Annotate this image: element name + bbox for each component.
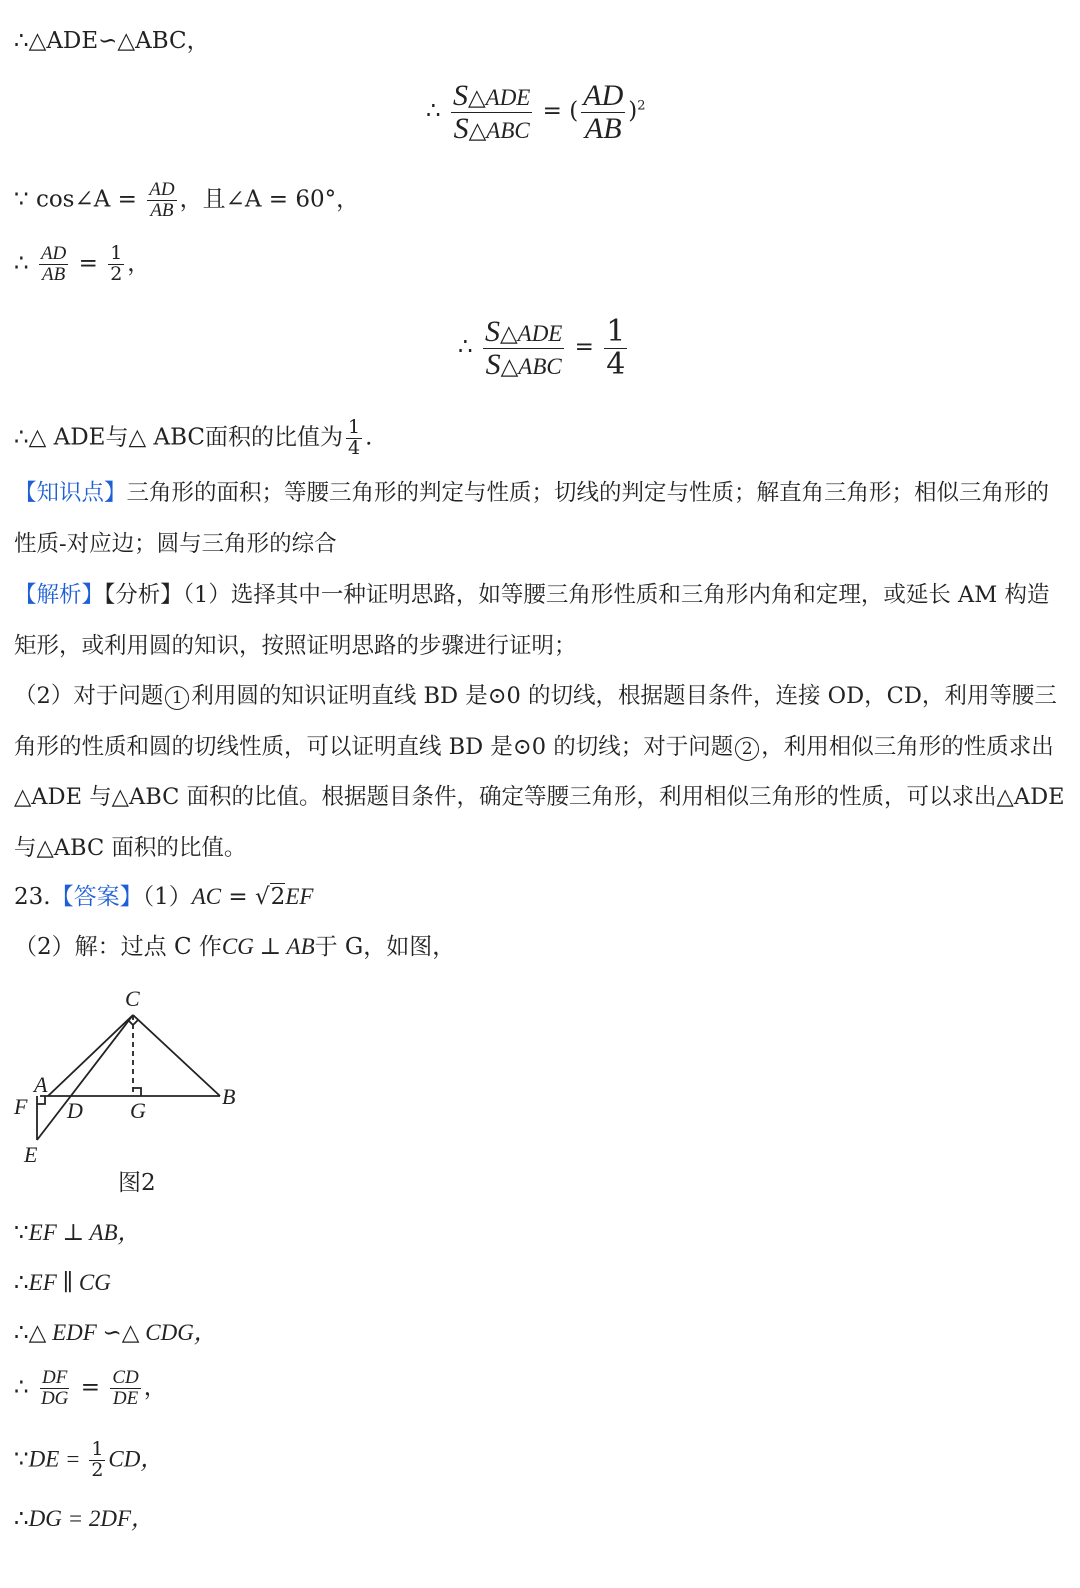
step-dg-2df: ∴DG = 2DF， bbox=[14, 1506, 155, 1532]
right-angle-c bbox=[128, 1020, 138, 1025]
step-de-half-cd: ∵DE = $\frac{1}{2}$ CD， bbox=[14, 1438, 164, 1481]
q23-answer: 23.【答案】（1）AC = √2EF bbox=[14, 884, 314, 910]
analysis-part1: 【解析】【分析】（1）选择其中一种证明思路，如等腰三角形性质和三角形内角和定理，或延长 AM 构造矩形，或利用圆的知识，按照证明思路的步骤进行证明； bbox=[14, 582, 1050, 659]
step-ef-perp: ∵EF ⊥ AB， bbox=[14, 1220, 141, 1246]
step-ratio-df-dg: ∴ $\frac{DF}{DG}$ = $\frac{CD}{DE}$ ， bbox=[14, 1367, 167, 1409]
analysis-part2: （2）对于问题 1 利用圆的知识证明直线 BD 是⊙0 的切线，根据题目条件，连接 OD，CD，利用等腰三角形的性质和圆的切线性质，可以证明直线 BD 是⊙0 的切线；对于问题 2 ，利用相似三角形的性质求出△ADE 与△ABC 面积的比值。根据题目条件，确定等腰三角形，利用相似三角形的性质，可以求出△ADE 与△ABC 面积的比值。 bbox=[14, 683, 1065, 861]
q23-part2-intro: （2）解：过点 C 作CG ⊥ AB于 G，如图， bbox=[14, 934, 456, 960]
area-ratio-formula: ∴ $\frac{\text{S△ADE}}{\text{S△ABC}}$ = ( $\frac{AD}{AB}$ )$^2$ bbox=[426, 79, 646, 145]
circled-1: 1 bbox=[165, 686, 189, 710]
answer-tag: 【答案】 bbox=[50, 884, 143, 910]
analysis-tag: 【解析】 bbox=[14, 582, 105, 608]
right-angle-g bbox=[133, 1088, 141, 1096]
cos-condition: ∵ cos∠A = $\frac{AD}{AB}$ ，且∠A = 60°， bbox=[14, 179, 360, 221]
step-similar-triangles: ∴△ADE∽△ABC， bbox=[14, 28, 210, 54]
label-d: D bbox=[67, 1098, 83, 1123]
label-b: B bbox=[222, 1084, 236, 1109]
area-fraction: $\frac{\text{S△ADE}}{\text{S△ABC}}$ bbox=[452, 79, 531, 145]
figure-caption: 图2 bbox=[118, 1170, 156, 1196]
label-f: F bbox=[14, 1094, 28, 1119]
segment-ca bbox=[48, 1015, 133, 1096]
segment-cb bbox=[133, 1015, 220, 1096]
segment-ce bbox=[37, 1015, 133, 1140]
label-g: G bbox=[130, 1098, 146, 1123]
ratio-conclusion: ∴△ ADE与△ ABC面积的比值为 $\frac{1}{4}$ . bbox=[14, 416, 373, 459]
label-e: E bbox=[24, 1142, 38, 1167]
ad-ab-fraction: $\frac{AD}{AB}$ bbox=[583, 79, 624, 145]
step-ef-parallel: ∴EF ∥ CG bbox=[14, 1270, 111, 1296]
label-c: C bbox=[125, 986, 140, 1011]
knowledge-tag: 【知识点】 bbox=[14, 480, 127, 506]
knowledge-points: 【知识点】三角形的面积；等腰三角形的判定与性质；切线的判定与性质；解直角三角形；相似三角形的性质-对应边；圆与三角形的综合 bbox=[14, 480, 1050, 557]
step-edf-similar: ∴△ EDF ∽△ CDG， bbox=[14, 1320, 217, 1346]
label-a: A bbox=[34, 1072, 48, 1097]
circled-2: 2 bbox=[735, 737, 759, 761]
area-ratio-result: ∴ $\frac{\text{S△ADE}}{\text{S△ABC}}$ = $\frac{1}{4}$ bbox=[458, 314, 626, 382]
right-angle-f bbox=[37, 1096, 45, 1104]
ad-ab-half: ∴ $\frac{AD}{AB}$ = $\frac{1}{2}$ ， bbox=[14, 242, 151, 285]
